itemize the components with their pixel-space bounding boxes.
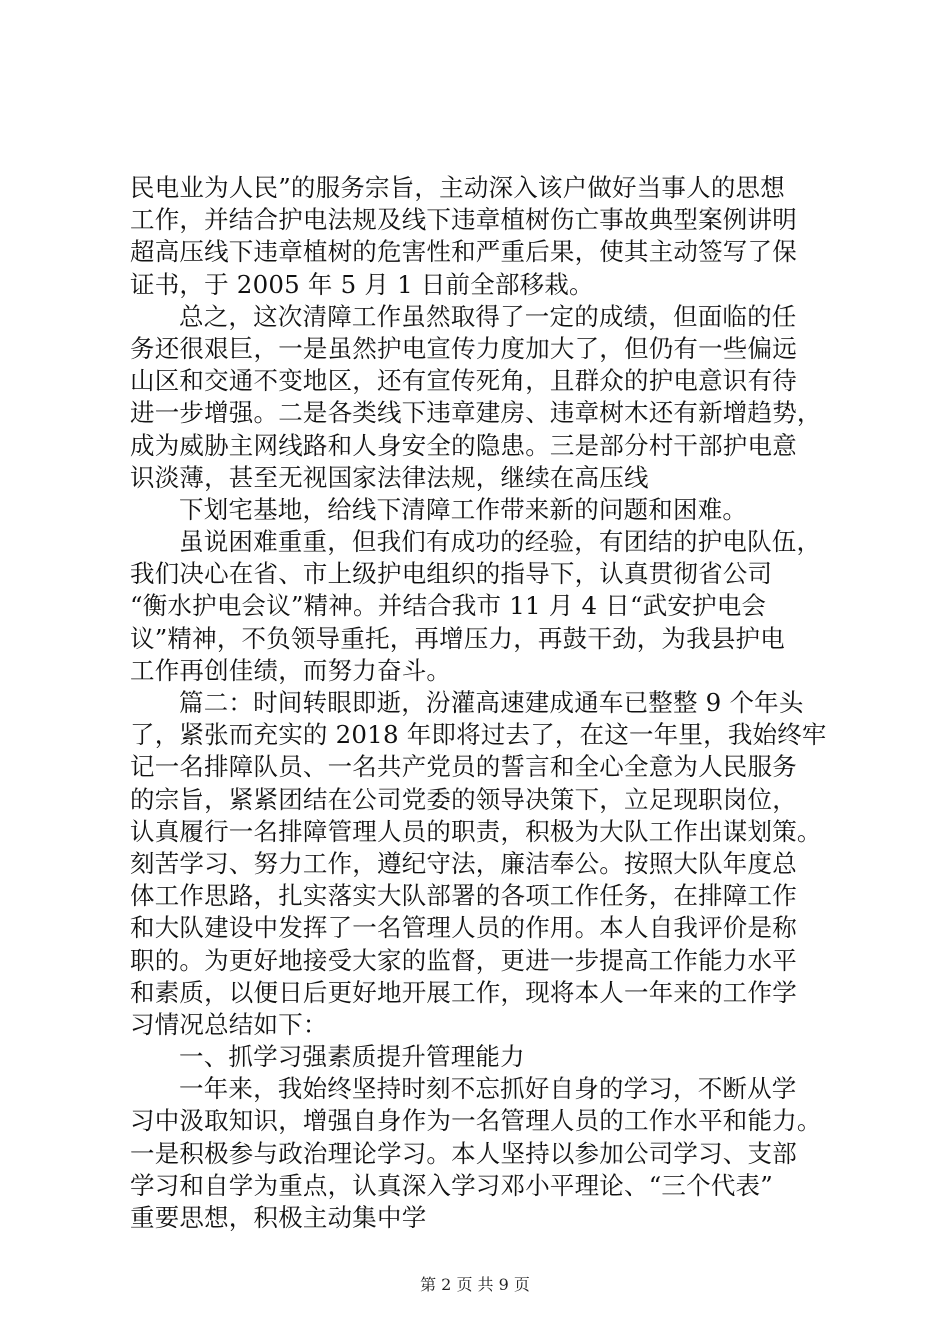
text-line: 和大队建设中发挥了一名管理人员的作用。本人自我评价是称 [130,913,797,943]
text-line: 虽说困难重重，但我们有成功的经验，有团结的护电队伍， [179,527,822,557]
text-line: “衡水护电会议”精神。并结合我市 11 月 4 日“武安护电会 [130,591,767,621]
text-line: 职的。为更好地接受大家的监督，更进一步提高工作能力水平 [130,945,797,975]
text-line: 我们决心在省、市上级护电组织的指导下，认真贯彻省公司 [130,559,773,589]
text-line: 认真履行一名排障管理人员的职责，积极为大队工作出谋划策。 [130,816,822,846]
text-line: 成为威胁主网线路和人身安全的隐患。三是部分村干部护电意 [130,430,797,460]
text-line: 进一步增强。二是各类线下违章建房、违章树木还有新增趋势， [130,398,822,428]
page-footer: 第 2 页 共 9 页 [420,1275,530,1294]
text-line: 识淡薄，甚至无视国家法律法规，继续在高压线 [130,462,649,492]
text-line: 下划宅基地，给线下清障工作带来新的问题和困难。 [179,494,748,524]
text-line: 议”精神，不负领导重托，再增压力，再鼓干劲，为我县护电 [130,623,785,653]
text-line: 习中汲取知识，增强自身作为一名管理人员的工作水平和能力。 [130,1106,822,1136]
text-line: 证书，于 2005 年 5 月 1 日前全部移栽。 [130,269,594,299]
text-line: 了，紧张而充实的 2018 年即将过去了，在这一年里，我始终牢 [130,720,827,750]
text-line: 一、抓学习强素质提升管理能力 [179,1042,525,1072]
text-line: 超高压线下违章植树的危害性和严重后果，使其主动签写了保 [130,237,797,267]
text-line: 工作，并结合护电法规及线下违章植树伤亡事故典型案例讲明 [130,205,797,235]
text-line: 记一名排障队员、一名共产党员的誓言和全心全意为人民服务 [130,752,797,782]
document-body [130,172,830,1234]
text-line: 民电业为人民”的服务宗旨，主动深入该户做好当事人的思想 [130,173,785,202]
text-line: 重要思想，积极主动集中学 [130,1203,427,1232]
text-line: 务还很艰巨，一是虽然护电宣传力度加大了，但仍有一些偏远 [130,333,797,363]
text-line: 习情况总结如下： [130,1009,328,1039]
text-line: 的宗旨，紧紧团结在公司党委的领导决策下，立足现职岗位， [130,784,797,814]
text-line: 一年来，我始终坚持时刻不忘抓好自身的学习，不断从学 [179,1074,797,1104]
text-line: 学习和自学为重点，认真深入学习邓小平理论、“三个代表” [130,1170,773,1200]
text-line: 一是积极参与政治理论学习。本人坚持以参加公司学习、支部 [130,1138,797,1168]
text-line: 刻苦学习、努力工作，遵纪守法，廉洁奉公。按照大队年度总 [130,848,797,878]
text-line: 体工作思路，扎实落实大队部署的各项工作任务，在排障工作 [130,881,797,911]
text-line: 工作再创佳绩，而努力奋斗。 [130,655,452,685]
text-line: 篇二：时间转眼即逝，汾灌高速建成通车已整整 9 个年头 [179,688,804,717]
text-line: 山区和交通不变地区，还有宣传死角，且群众的护电意识有待 [130,366,797,396]
text-line: 总之，这次清障工作虽然取得了一定的成绩，但面临的任 [179,301,797,331]
text-line: 和素质，以便日后更好地开展工作，现将本人一年来的工作学 [130,977,797,1007]
